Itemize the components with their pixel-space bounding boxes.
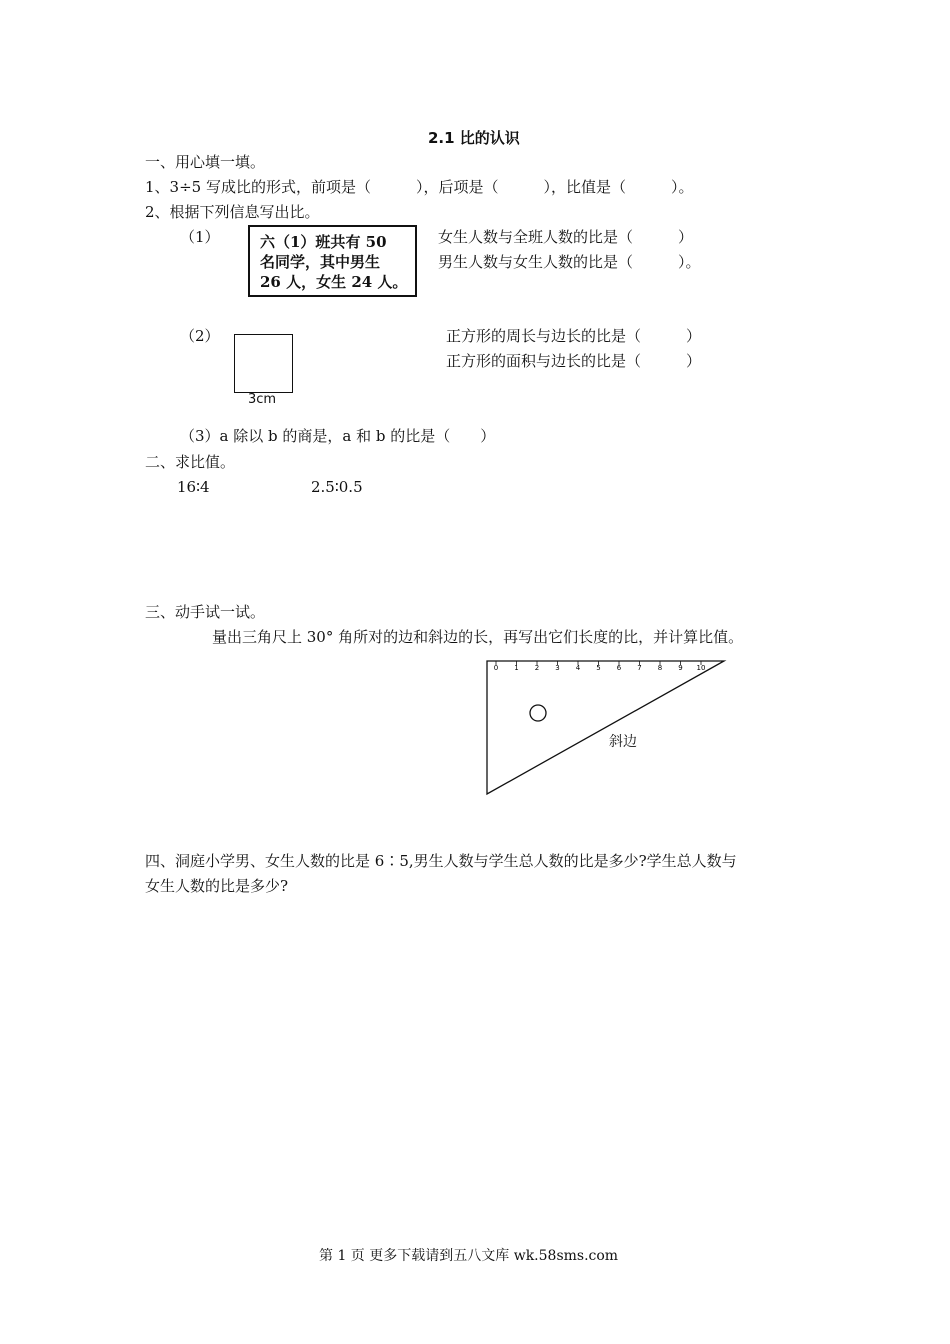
section1-heading: 一、用心填一填。 bbox=[145, 153, 266, 171]
section4-line-1: 四、洞庭小学男、女生人数的比是 6∶5,男生人数与学生总人数的比是多少?学生总人数与 bbox=[145, 852, 737, 870]
sub2-label: （2） bbox=[180, 327, 220, 345]
sub3: （3）a 除以 b 的商是，a 和 b 的比是（ ） bbox=[180, 427, 496, 445]
info-line-2: 名同学，其中男生 bbox=[260, 253, 381, 271]
square-figure bbox=[234, 334, 293, 393]
question-2: 2、根据下列信息写出比。 bbox=[145, 203, 320, 221]
sub1-line-b: 男生人数与女生人数的比是（ ）。 bbox=[438, 253, 701, 271]
ruler-tick-label-1: 1 bbox=[514, 664, 519, 672]
ruler-tick-label-2: 2 bbox=[534, 664, 540, 672]
ratio-expression-1: 16∶4 bbox=[177, 478, 210, 496]
sub1-label: （1） bbox=[180, 228, 220, 246]
section3-instruction: 量出三角尺上 30° 角所对的边和斜边的长，再写出它们长度的比，并计算比值。 bbox=[212, 628, 744, 646]
section3-heading: 三、动手试一试。 bbox=[145, 603, 266, 621]
info-line-3: 26 人，女生 24 人。 bbox=[260, 273, 408, 291]
class-info-box bbox=[248, 225, 417, 297]
ruler-tick-label-4: 4 bbox=[575, 664, 581, 672]
ruler-tick-label-10: 10 bbox=[696, 664, 706, 672]
ruler-tick-label-8: 8 bbox=[657, 664, 663, 672]
question-1: 1、3÷5 写成比的形式，前项是（ ），后项是（ ），比值是（ ）。 bbox=[145, 178, 694, 196]
ruler-tick-label-9: 9 bbox=[678, 664, 683, 672]
sub2-line-a: 正方形的周长与边长的比是（ ） bbox=[446, 327, 702, 345]
section2-heading: 二、求比值。 bbox=[145, 453, 236, 471]
ruler-tick-label-7: 7 bbox=[637, 664, 642, 672]
section4-line-2: 女生人数的比是多少? bbox=[145, 877, 289, 895]
ratio-expression-2: 2.5∶0.5 bbox=[311, 478, 363, 496]
ruler-tick-label-5: 5 bbox=[596, 664, 601, 672]
page-footer: 第 1 页 更多下载请到五八文库 wk.58sms.com bbox=[319, 1248, 619, 1264]
info-line-1: 六（1）班共有 50 bbox=[260, 233, 387, 251]
ruler-tick-label-3: 3 bbox=[555, 664, 560, 672]
hypotenuse-label: 斜边 bbox=[609, 734, 637, 750]
ruler-tick-label-6: 6 bbox=[616, 664, 622, 672]
page-title: 2.1 比的认识 bbox=[428, 129, 520, 147]
sub1-line-a: 女生人数与全班人数的比是（ ） bbox=[438, 228, 694, 246]
sub2-line-b: 正方形的面积与边长的比是（ ） bbox=[446, 352, 702, 370]
square-side-label: 3cm bbox=[248, 392, 277, 407]
ruler-tick-label-0: 0 bbox=[493, 664, 499, 672]
set-square-figure bbox=[480, 655, 730, 800]
